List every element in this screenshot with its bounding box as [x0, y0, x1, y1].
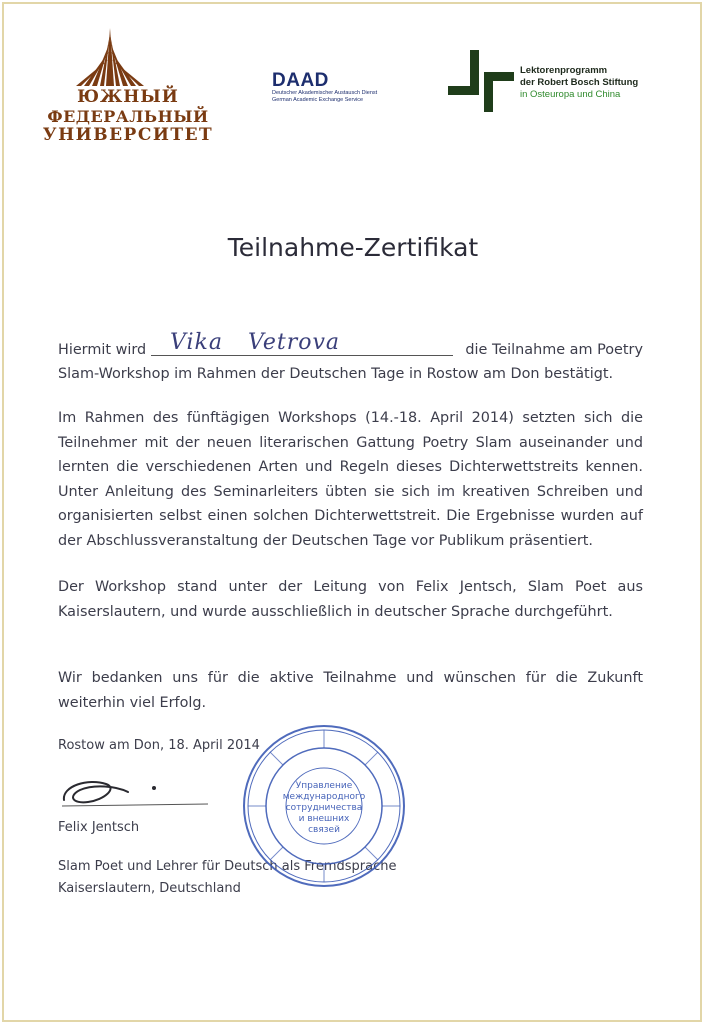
bosch-line2: der Robert Bosch Stiftung — [520, 77, 639, 88]
name-underline — [151, 355, 453, 356]
bosch-line1: Lektorenprogramm — [520, 65, 608, 76]
daad-subtitle-de: Deutscher Akademischer Austausch Dienst — [272, 90, 378, 96]
stamp-line: сотрудничества — [285, 803, 363, 813]
p2-line: Unter Anleitung des Seminarleiters übten sie sich im kreativen Schreiben und — [58, 483, 643, 500]
bosch-stiftung-logo-icon — [448, 50, 514, 112]
paragraph-1-line1 — [58, 338, 643, 363]
university-sunburst-logo — [70, 28, 150, 90]
p4-line: Wir bedanken uns für die aktive Teilnahme und wünschen für die Zukunft — [58, 670, 643, 686]
p3-line: Der Workshop stand unter der Leitung von Felix Jentsch, Slam Poet aus — [58, 579, 643, 595]
paragraph-4 — [58, 666, 643, 715]
p2-line: Teilnehmer mit der neuen literarischen Gattung Poetry Slam auseinander und — [58, 434, 643, 451]
role-line2: Kaiserslautern, Deutschland — [58, 881, 241, 896]
stamp-line: и внешних — [298, 814, 350, 824]
p2-line: lernten die verschiedenen Arten und Regeln dieses Dichterwettstreits kennen. — [58, 459, 643, 475]
daad-subtitle-en: German Academic Exchange Service — [272, 97, 364, 103]
daad-name: DAAD — [272, 70, 329, 91]
certificate-title: Teilnahme-Zertifikat — [227, 233, 479, 262]
paragraph-1-line2: Slam-Workshop im Rahmen der Deutschen Tage in Rostow am Don bestätigt. — [58, 366, 614, 382]
place-date: Rostow am Don, 18. April 2014 — [58, 738, 260, 753]
p3-line: Kaiserslautern, und wurde ausschließlich in deutscher Sprache durchgeführt. — [58, 603, 613, 620]
university-name-line1: ЮЖНЫЙ — [77, 87, 179, 107]
paragraph-2 — [58, 406, 643, 553]
p1-trail: die Teilnahme am Poetry — [465, 342, 643, 358]
participant-first-name: Vika — [170, 330, 223, 355]
university-name — [38, 88, 218, 145]
participant-last-name: Vetrova — [248, 330, 341, 355]
handwritten-signature — [58, 768, 218, 816]
p2-line: der Abschlussveranstaltung der Deutschen Tage vor Publikum präsentiert. — [58, 532, 593, 549]
p1-lead: Hiermit wird — [58, 342, 147, 358]
paragraph-3 — [58, 575, 643, 624]
official-stamp — [240, 722, 408, 890]
stamp-line: Управление — [295, 781, 353, 791]
p2-line: organisierten selbst einen solchen Dichterwettstreit. Die Ergebnisse wurden auf — [58, 508, 643, 524]
bosch-stiftung-text — [520, 65, 638, 101]
p4-line: weiterhin viel Erfolg. — [58, 694, 207, 711]
university-name-line3: УНИВЕРСИТЕТ — [42, 125, 214, 145]
signer-name: Felix Jentsch — [58, 820, 140, 835]
daad-logo — [272, 72, 377, 104]
bosch-line3: in Osteuropa und China — [520, 89, 621, 100]
university-name-line2: ФЕДЕРАЛЬНЫЙ — [47, 107, 209, 126]
stamp-line: связей — [308, 825, 340, 835]
stamp-line: международного — [282, 792, 366, 802]
role-line1: Slam Poet und Lehrer für Deutsch als Fremdsprache — [58, 859, 397, 874]
p2-line: Im Rahmen des fünftägigen Workshops (14.-18. April 2014) setzten sich die — [58, 410, 643, 426]
